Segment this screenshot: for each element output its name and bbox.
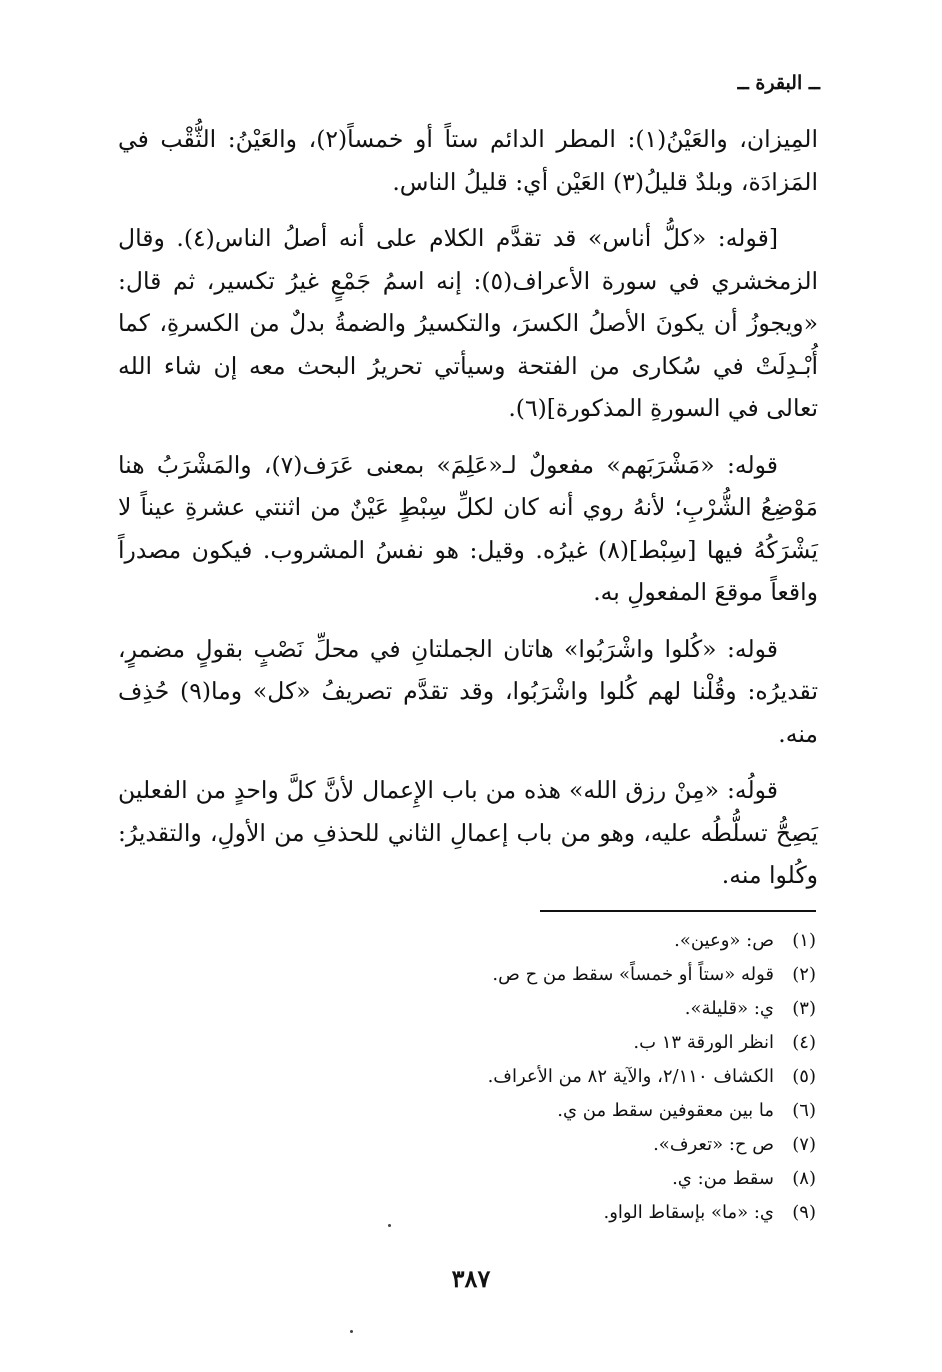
footnote-3 (216, 992, 816, 1026)
footnote-number: (٣) (792, 998, 816, 1019)
footnote-number: (٥) (792, 1066, 816, 1087)
footnote-text: قوله «ستاً أو خمساً» سقط من ح ص. (492, 964, 774, 985)
paragraph-3: قوله: «مَشْرَبَهم» مفعولٌ لـ«عَلِمَ» بمعنى عَرَف(٧)، والمَشْرَبُ هنا مَوْضِعُ الشُّرْبِ؛ لأنهُ روي أنه كان لكلِّ سِبْطٍ عَيْنٌ من اثنتي عشرةِ عيناً لا يَشْرَكُهُ فيها [سِبْط](٨) غيرُه. وقيل: هو نفسُ المشروب. فيكون مصدراً واقعاً موقعَ المفعولِ به. (118, 450, 818, 606)
footnote-2 (216, 958, 816, 992)
footnote-6 (216, 1094, 816, 1128)
footnote-number: (٦) (792, 1100, 816, 1121)
footnote-number: (٩) (792, 1202, 816, 1223)
scan-speck (388, 1224, 391, 1227)
paragraph-4: قوله: «كُلوا واشْرَبُوا» هاتان الجملتانِ في محلِّ نَصْبٍ بقولٍ مضمرٍ، تقديرُه: وقُلْنا لهم كُلوا واشْرَبُوا، وقد تقدَّم تصريفُ «كل» وما(٩) حُذِف منه. (118, 634, 818, 748)
footnote-text: ي: «قليلة». (684, 998, 774, 1019)
scan-speck (350, 1330, 353, 1333)
footnote-number: (٤) (792, 1032, 816, 1053)
footnote-text: سقط من: ي. (672, 1168, 774, 1189)
footnote-number: (٨) (792, 1168, 816, 1189)
main-text (118, 118, 818, 911)
footnote-text: انظر الورقة ١٣ ب. (633, 1032, 774, 1053)
footnote-text: ما بين معقوفين سقط من ي. (557, 1100, 774, 1121)
page-number: ٣٨٧ (451, 1264, 491, 1293)
footnote-5 (216, 1060, 816, 1094)
footnote-4 (216, 1026, 816, 1060)
footnote-1 (216, 924, 816, 958)
footnote-text: ي: «ما» بإسقاط الواو. (603, 1202, 774, 1223)
footnote-text: ص ح: «تعرف». (653, 1134, 774, 1155)
footnote-number: (١) (792, 930, 816, 951)
paragraph-5: قولُه: «مِنْ رزق الله» هذه من باب الإِعمال لأنَّ كلَّ واحدٍ من الفعلين يَصِحُّ تسلُّطُه عليه، وهو من باب إعمالِ الثاني للحذفِ من الأولِ، والتقديرُ: وكُلوا منه. (118, 776, 818, 889)
running-header: ــ البقرة ــ (737, 72, 820, 94)
footnote-number: (٧) (792, 1134, 816, 1155)
footnote-7 (216, 1128, 816, 1162)
footnote-text: ص: «وعين». (674, 930, 774, 951)
paragraph-1: المِيزان، والعَيْنُ(١): المطر الدائم ستاً أو خمساً(٢)، والعَيْنُ: الثُّقْب في المَزادَة، وبلدٌ قليلُ(٣) العَيْن أي: قليلُ الناس. (118, 125, 818, 196)
paragraph-2: [قوله: «كلُّ أناس» قد تقدَّم الكلام على أنه أصلُ الناس(٤). وقال الزمخشري في سورة الأعراف(٥): إنه اسمُ جَمْعٍ غيرُ تكسير، ثم قال: «ويجوزُ أن يكونَ الأصلُ الكسرَ، والتكسيرُ والضمةُ بدلٌ من الكسرةِ، كما أُبْـدِلَتْ في سُكارى من الفتحة وسيأتي تحريرُ البحث معه إن شاء الله تعالى في السورةِ المذكورة](٦). (118, 224, 819, 422)
footnote-9 (216, 1196, 816, 1230)
footnote-divider (540, 910, 816, 912)
footnote-number: (٢) (792, 964, 816, 985)
footnotes-list (216, 924, 816, 1230)
footnote-text: الكشاف ٢/١١٠، والآية ٨٢ من الأعراف. (487, 1066, 774, 1087)
footnote-8 (216, 1162, 816, 1196)
